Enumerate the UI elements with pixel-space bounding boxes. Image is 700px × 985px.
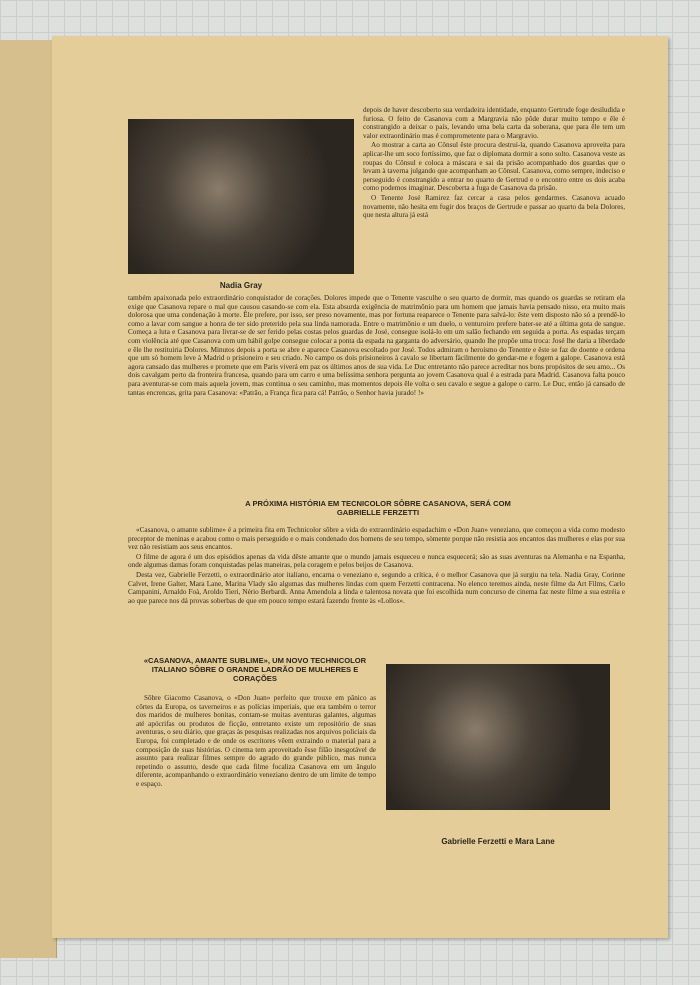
story-paragraph: Ao mostrar a carta ao Cônsul êste procura destruí-la, quando Casanova aproveita para aplicar-lhe um soco fortíssimo, que faz o diplomata dormir a sono solto. Casanova veste as roupas do Cônsul e coloca a máscara e sai da prisão acompanhado dos guardas que o levam à taverna julgando que acompanham ao Cônsul. Casanova, como sempre, indeciso e perseguido é constrangido a entrar no quarto de Gertrud e o encontro entre os dois acaba como podemos imaginar. Descoberta a fuga de Casanova da prisão. bbox=[363, 141, 625, 193]
section3-paragraph: Sôbre Giacomo Casanova, o «Don Juan» perfeito que trouxe em pânico as côrtes da Europa, os taverneiros e as polícias imperiais, que era também o terror dos maridos de mulheres bonitas, contam-se muitas aventuras galantes, algumas até apócrifas ou produtos de ficção, entretanto existe um repositório de suas aventuras, o seu diário, que graças às pesquisas realizadas nos arquivos policiais da Europa, foi completado e de onde os escritores vêem extraindo o material para a composição de suas histórias. O cinema tem aproveitado êsse filão inesgotável de assunto para realizar filmes sempre do agrado do grande público, mas nunca repetindo o assunto, desde que cada filme focaliza Casanova em um ângulo diferente, acompanhando o extraordinário veneziano dentro de um limite de tempo e espaço. bbox=[136, 694, 376, 788]
story-paragraph: também apaixonada pelo extraordinário conquistador de corações. Dolores impede que o Tenente vasculhe o seu quarto de dormir, mas quando os guardas se retiram ela exige que Casanova repare o mal que causou casando-se com ela. Esta absurda exigência de matrimônio para um homem que jamais havia pensado nisso, era muito mais dolorosa que uma condenação à morte. Êle prefere, por isso, ser preso novamente, mas por fortuna reaparece o Tenente para salvá-lo: êste vem disposto não só a prendê-lo como a lavar com sangue a honra de ter sido preterido pela sua linda namorada. Entre o matrimônio e um duelo, o venturoiro prefere bater-se até a última gota de sangue. Começa a luta e Casanova para livrar-se de ser ferido pelas costas pelos guardas de José, consegue isolá-lo em um salão fechando em seguida a porta. As espadas terçam com violência até que Casanova com um hábil golpe consegue colocar a ponta da espada na garganta do adversário, quando lhe propõe uma troca: José lhe daria a liberdade e êle lhe restituiria Dolores. Minutos depois a porta se abre e aparece Casanova escoltado por José. Todos admiram o heroísmo do Tenente e êste se faz de doente e ordena que um só homem leve à Madrid o prisioneiro e seu criado. No campo os dois prisioneiros à cavalo se libertam fàcilmente do gendar-me e fogem a galope. Casanova está agora cansado das mulheres e promete que em Paris viverá em paz os últimos anos de sua vida. Le Duc entretanto não parece acreditar nos bons propósitos de seu amo... Os dois cavalgam perto da fronteira francesa, quando para um carro e uma belíssima senhora pergunta ao jovem Casanova qual é a estrada para Madrid. Casanova falta pouco para aventurar-se com mais aquela jovem, mas continua o seu caminho, mas momentos depois êle volta o seu cavalo e segue a galope o carro. Le Duc, então já cansado de tantas encrencas, grita para Casanova: «Patrão, a França fica para cá! Patrão, o Senhor havia jurado! !» bbox=[128, 294, 625, 397]
photo1-caption: Nadia Gray bbox=[219, 281, 263, 290]
section2-body bbox=[128, 526, 625, 606]
story-full-width bbox=[128, 294, 625, 398]
story-paragraph: depois de haver descoberto sua verdadeira identidade, enquanto Gertrude foge desiludida e furiosa. O feito de Casanova com a Margravia não pôde durar muito tempo e êle é constrangido a deixar o país, levando uma bela carta da soberana, que para êle tem um valor extraordinário mas é comprometente para o Margravio. bbox=[363, 106, 625, 140]
section2-heading: A PRÓXIMA HISTÓRIA EM TECNICOLOR SÔBRE CASANOVA, SERÁ COM GABRIELLE FERZETTI bbox=[245, 499, 511, 517]
photo-nadia-gray bbox=[128, 119, 354, 274]
photo-ferzetti-lane bbox=[386, 664, 610, 810]
section3-heading: «CASANOVA, AMANTE SUBLIME», UM NOVO TECHNICOLOR ITALIANO SÔBRE O GRANDE LADRÃO DE MULHERES E CORAÇÕES bbox=[143, 656, 367, 683]
story-right-column bbox=[363, 106, 625, 221]
section2-paragraph: Desta vez, Gabrielle Ferzetti, o extraordinário ator italiano, encarna o veneziano e, segundo a crítica, é o melhor Casanova que já surgiu na tela. Nadia Gray, Corinne Calvet, Irene Galter, Mara Lane, Marina Vlady são algumas das mulheres lindas com quem Ferzetti contracena. No elenco teremos ainda, neste filme da Art Films, Carlo Campanini, Arnaldo Foà, Aroldo Tieri, Nério Berbardi. Anna Amendola a linda e talentosa novata que foi escolhida num concurso de cinema faz neste filme a sua estréia e ao que parece nos dá provas soberbas de que em pouco tempo estará fazendo frente às «Lollos». bbox=[128, 570, 625, 605]
magazine-page bbox=[52, 36, 668, 938]
left-page-edge bbox=[0, 40, 57, 958]
section3-body bbox=[136, 694, 376, 790]
story-paragraph: O Tenente José Ramirez faz cercar a casa pelos gendarmes. Casanova acuado novamente, não hesita em fugir dos braços de Gertrude e passar ao quarto da bela Dolores, que nesta altura já está bbox=[363, 193, 625, 220]
section2-paragraph: «Casanova, o amante sublime» é a primeira fita em Technicolor sôbre a vida do extraordinário espadachim e «Don Juan» veneziano, que começou a vida como modesto preceptor de meninas e acabou como o mais perseguido e o mais condenado dos homens de seu tempo, sòmente porque não resistia aos encantos das mulheres e elas por sua vez não resistiam aos seus encantos. bbox=[128, 526, 625, 552]
section2-paragraph: O filme de agora é um dos episódios apenas da vida dêste amante que o mundo jamais esqueceu e nunca esquecerá; são as suas aventuras na Alemanha e na Espanha, onde algumas damas foram conquistadas pelas maneiras, pela coragem e pelos beijos de Casanova. bbox=[128, 552, 625, 570]
photo2-caption: Gabrielle Ferzetti e Mara Lane bbox=[441, 837, 555, 846]
